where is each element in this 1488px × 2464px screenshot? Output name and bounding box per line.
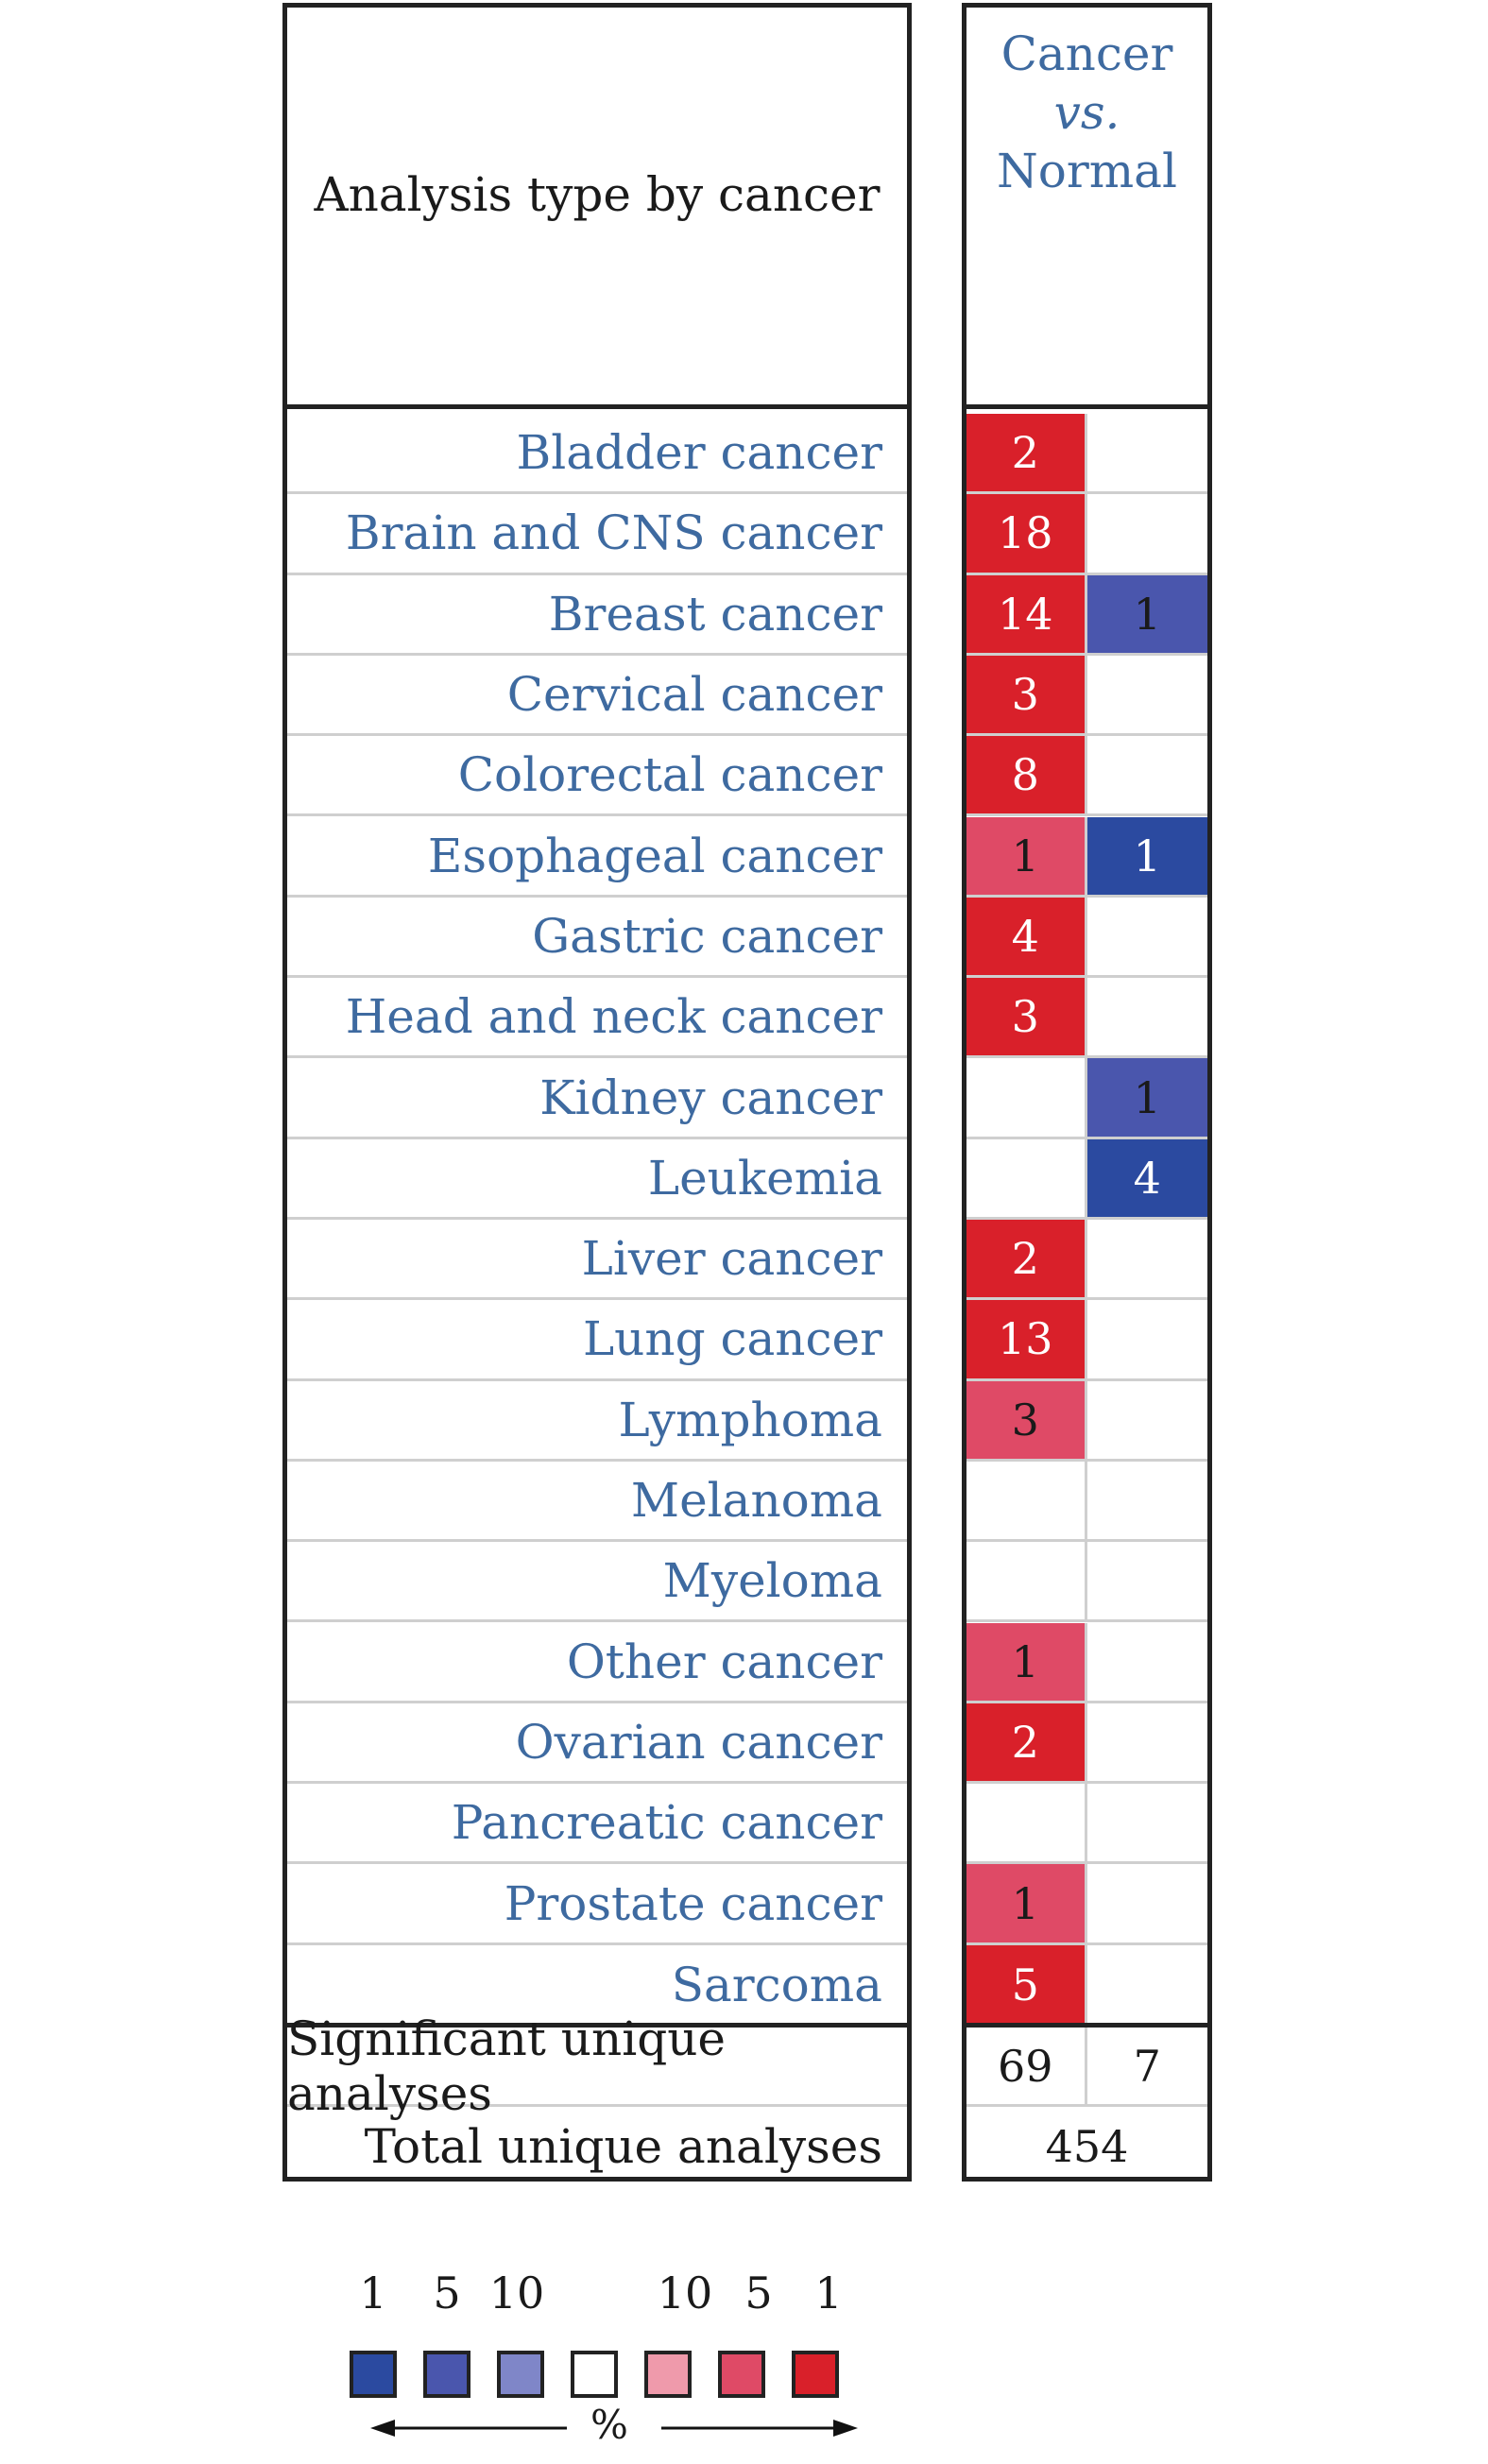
over-expression-cell[interactable]: 5 [966, 1945, 1087, 2026]
cancer-type-row [287, 1784, 907, 1864]
left-header-cell [287, 8, 907, 409]
over-expression-cell[interactable] [966, 1139, 1087, 1217]
over-expression-cell[interactable]: 1 [966, 1623, 1087, 1701]
under-expression-cell[interactable] [1087, 656, 1208, 733]
over-expression-cell[interactable]: 18 [966, 494, 1087, 572]
cancer-type-row [287, 1623, 907, 1703]
cancer-type-label[interactable]: Lung cancer [582, 1311, 882, 1367]
under-expression-cell[interactable] [1087, 978, 1208, 1055]
legend-unit: % [590, 2402, 628, 2448]
cancer-type-label[interactable]: Liver cancer [581, 1231, 882, 1287]
expression-row [966, 1864, 1207, 1944]
expression-row [966, 1945, 1207, 2026]
right-arrow-head [833, 2420, 858, 2437]
under-expression-cell[interactable]: 1 [1087, 817, 1208, 895]
under-expression-cell[interactable] [1087, 1220, 1208, 1297]
under-expression-cell[interactable] [1087, 1542, 1208, 1619]
over-expression-cell[interactable]: 14 [966, 575, 1087, 653]
significant-up-value: 69 [966, 2028, 1087, 2104]
expression-row [966, 978, 1207, 1058]
cancer-type-row [287, 575, 907, 656]
under-expression-cell[interactable] [1087, 1462, 1208, 1539]
under-expression-cell[interactable] [1087, 898, 1208, 975]
legend-swatch [497, 2351, 544, 2398]
under-expression-cell[interactable] [1087, 1623, 1208, 1701]
cancer-type-label[interactable]: Brain and CNS cancer [345, 505, 882, 561]
expression-row [966, 1381, 1207, 1462]
cancer-vs-normal-table [962, 3, 1212, 2182]
cancer-type-row [287, 1703, 907, 1784]
expression-row [966, 1220, 1207, 1300]
under-expression-cell[interactable] [1087, 1381, 1208, 1459]
legend-label: 1 [359, 2267, 387, 2319]
header-cancer: Cancer [1001, 26, 1173, 81]
cancer-type-label[interactable]: Colorectal cancer [457, 747, 882, 803]
over-expression-cell[interactable] [966, 1462, 1087, 1539]
cancer-type-row [287, 1220, 907, 1300]
right-summary [966, 2023, 1207, 2186]
cancer-type-label[interactable]: Ovarian cancer [515, 1714, 882, 1770]
cancer-type-row [287, 1058, 907, 1138]
total-value: 454 [1045, 2121, 1129, 2172]
cancer-type-row [287, 898, 907, 978]
over-expression-cell[interactable]: 4 [966, 898, 1087, 975]
over-expression-cell[interactable]: 8 [966, 736, 1087, 813]
cancer-type-row [287, 494, 907, 574]
significant-label: Significant unique analyses [287, 2011, 726, 2121]
expression-row [966, 1058, 1207, 1138]
under-expression-cell[interactable] [1087, 1784, 1208, 1861]
cancer-type-label[interactable]: Sarcoma [671, 1958, 882, 2013]
header-vs: vs. [1053, 85, 1120, 140]
under-expression-cell[interactable] [1087, 736, 1208, 813]
legend-swatch [571, 2351, 618, 2398]
significant-row-label [287, 2011, 907, 2121]
cancer-type-label[interactable]: Lymphoma [618, 1392, 882, 1447]
cancer-type-label[interactable]: Bladder cancer [516, 425, 882, 481]
under-expression-cell[interactable] [1087, 1703, 1208, 1781]
over-expression-cell[interactable]: 2 [966, 1220, 1087, 1297]
cancer-type-label[interactable]: Leukemia [647, 1150, 882, 1206]
expression-row [966, 414, 1207, 494]
expression-row [966, 1139, 1207, 1220]
cancer-type-row [287, 414, 907, 494]
legend-swatch [644, 2351, 692, 2398]
expression-row [966, 898, 1207, 978]
total-row-label [287, 2107, 907, 2186]
expression-row [966, 817, 1207, 898]
over-expression-cell[interactable]: 2 [966, 414, 1087, 491]
over-expression-cell[interactable]: 3 [966, 978, 1087, 1055]
under-expression-cell[interactable] [1087, 1864, 1208, 1942]
expression-row [966, 1703, 1207, 1784]
left-arrow-head [370, 2420, 395, 2437]
cancer-type-label[interactable]: Cervical cancer [506, 667, 882, 723]
over-expression-cell[interactable] [966, 1058, 1087, 1136]
cancer-type-row [287, 817, 907, 898]
cancer-type-row [287, 1381, 907, 1462]
over-expression-cell[interactable]: 3 [966, 1381, 1087, 1459]
cancer-type-label[interactable]: Prostate cancer [504, 1875, 882, 1931]
under-expression-cell[interactable] [1087, 414, 1208, 491]
header-normal: Normal [997, 144, 1177, 198]
total-values-row [966, 2107, 1207, 2186]
cancer-type-row [287, 1864, 907, 1944]
under-expression-cell[interactable] [1087, 494, 1208, 572]
cancer-type-row [287, 1300, 907, 1380]
over-expression-cell[interactable]: 2 [966, 1703, 1087, 1781]
legend-swatch [423, 2351, 470, 2398]
over-expression-cell[interactable]: 13 [966, 1300, 1087, 1377]
under-expression-cell[interactable]: 1 [1087, 1058, 1208, 1136]
cancer-type-row [287, 736, 907, 816]
under-expression-cell[interactable]: 1 [1087, 575, 1208, 653]
cancer-type-label[interactable]: Kidney cancer [539, 1069, 882, 1125]
expression-row [966, 1462, 1207, 1542]
cancer-type-label[interactable]: Head and neck cancer [345, 989, 882, 1045]
cancer-type-label[interactable]: Esophageal cancer [427, 828, 882, 883]
color-legend [350, 2267, 869, 2456]
expression-row [966, 494, 1207, 574]
expression-row [966, 1623, 1207, 1703]
cancer-type-label[interactable]: Melanoma [630, 1473, 882, 1529]
legend-label: 5 [433, 2267, 461, 2319]
expression-row [966, 1542, 1207, 1622]
expression-row [966, 1300, 1207, 1380]
cancer-type-row [287, 1139, 907, 1220]
cancer-type-label[interactable]: Breast cancer [548, 586, 882, 642]
cancer-type-row [287, 1542, 907, 1622]
cancer-type-row [287, 656, 907, 736]
over-expression-cell[interactable]: 3 [966, 656, 1087, 733]
legend-swatch [350, 2351, 397, 2398]
legend-label: 5 [744, 2267, 773, 2319]
legend-label: 1 [814, 2267, 843, 2319]
total-label: Total unique analyses [364, 2119, 882, 2174]
over-expression-cell[interactable] [966, 1542, 1087, 1619]
expression-row [966, 1784, 1207, 1864]
right-header-cell [966, 8, 1207, 409]
cancer-type-row [287, 978, 907, 1058]
cancer-type-label[interactable]: Myeloma [662, 1553, 882, 1609]
legend-swatch [792, 2351, 839, 2398]
over-expression-cell[interactable] [966, 1784, 1087, 1861]
cancer-type-label[interactable]: Pancreatic cancer [451, 1795, 882, 1851]
significant-down-value: 7 [1133, 2040, 1161, 2092]
expression-row [966, 736, 1207, 816]
cancer-type-row [287, 1462, 907, 1542]
expression-row [966, 575, 1207, 656]
over-expression-cell[interactable]: 1 [966, 1864, 1087, 1942]
under-expression-cell[interactable] [1087, 1300, 1208, 1377]
legend-label: 10 [657, 2267, 713, 2319]
header-analysis-type: Analysis type by cancer [314, 166, 881, 222]
legend-swatch [718, 2351, 765, 2398]
over-expression-cell[interactable]: 1 [966, 817, 1087, 895]
expression-row [966, 656, 1207, 736]
left-summary [287, 2011, 907, 2186]
cancer-type-label[interactable]: Gastric cancer [532, 908, 882, 964]
cancer-type-label[interactable]: Other cancer [566, 1634, 882, 1689]
cancer-type-table [282, 3, 912, 2182]
significant-values-row [966, 2028, 1207, 2107]
legend-label: 10 [488, 2267, 545, 2319]
under-expression-cell[interactable] [1087, 1945, 1208, 2026]
under-expression-cell[interactable]: 4 [1087, 1139, 1208, 1217]
